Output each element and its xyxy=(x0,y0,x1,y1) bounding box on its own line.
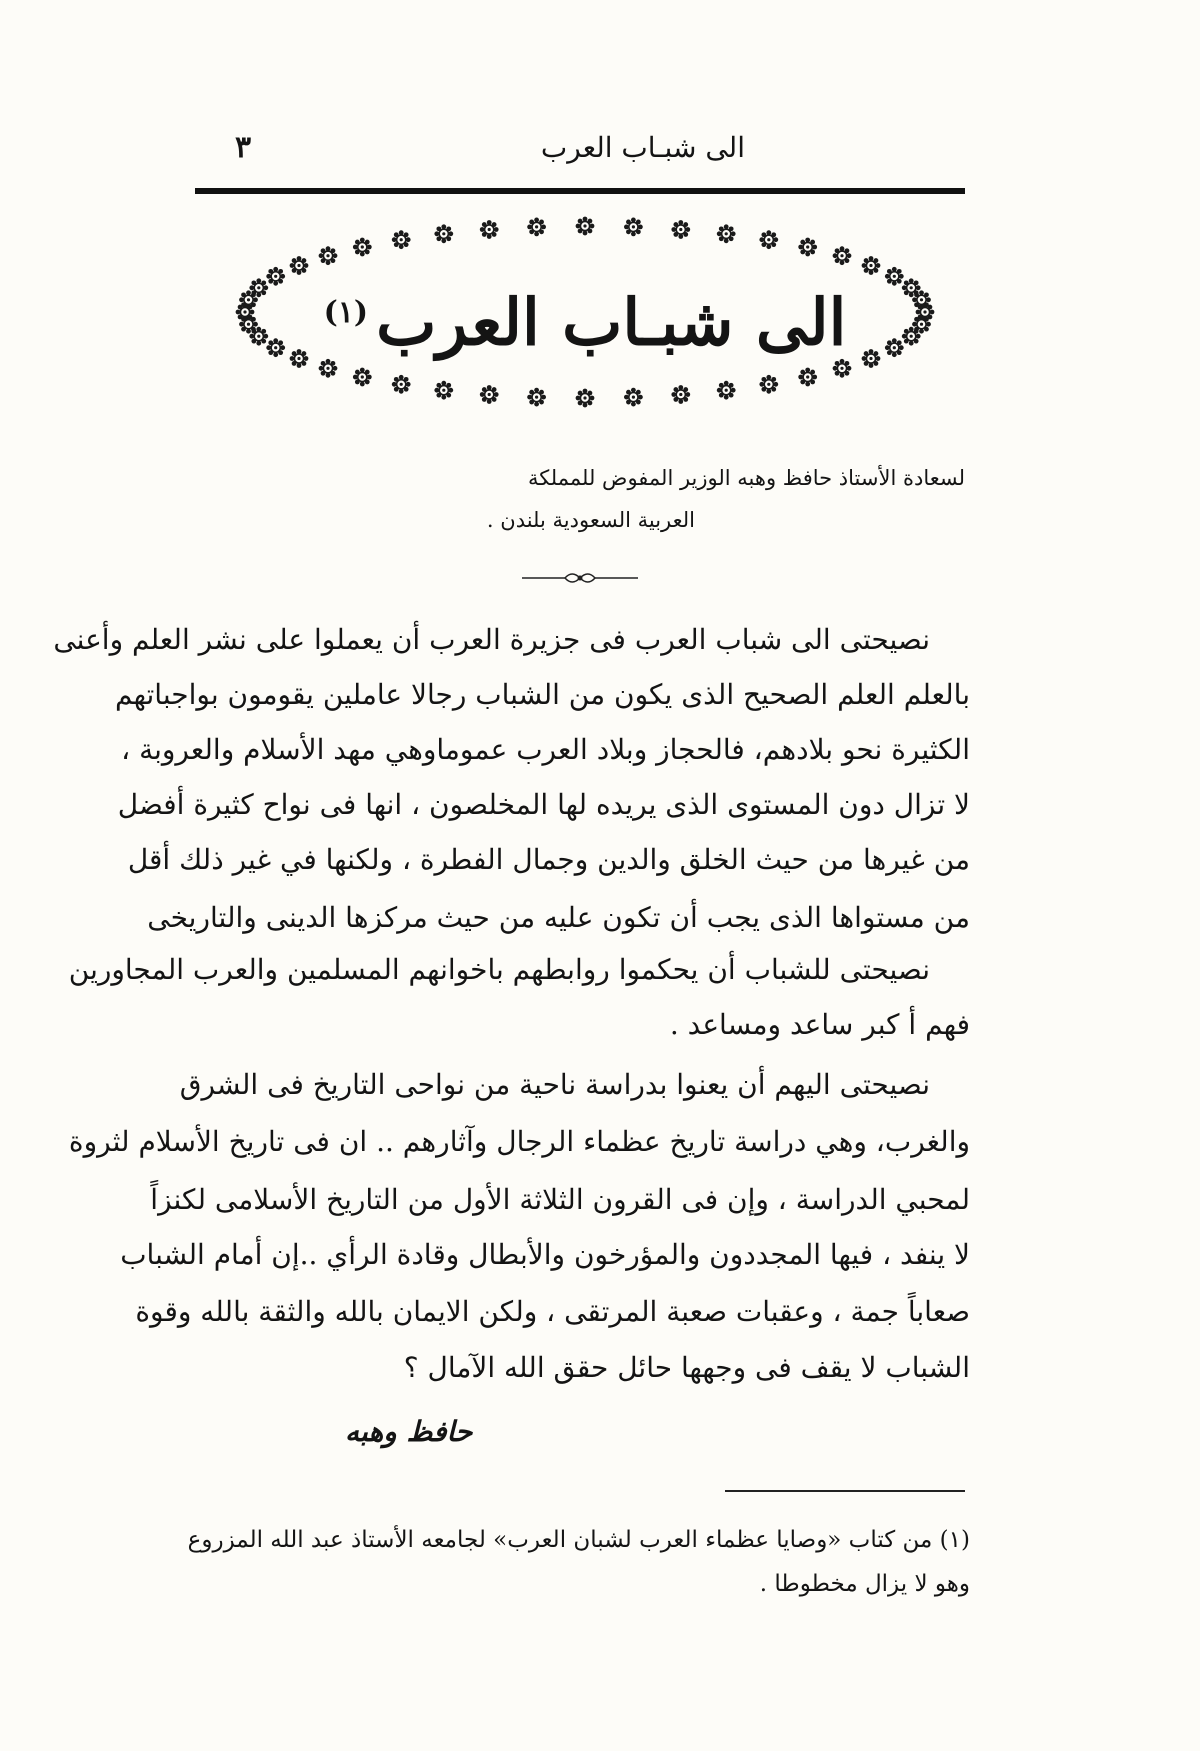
page-number: ٣ xyxy=(235,130,252,165)
running-header xyxy=(195,128,965,178)
body-line: فهم أ كبر ساعد ومساعد . xyxy=(669,1008,970,1041)
body-line: نصيحتى للشباب أن يحكموا روابطهم باخوانهم المسلمين والعرب المجاورين xyxy=(68,953,930,986)
rosette xyxy=(434,224,453,243)
rosette xyxy=(392,375,411,394)
rosette xyxy=(480,220,499,239)
footnote-line-2: وهو لا يزال مخطوطا . xyxy=(759,1571,970,1597)
body-line: لا ينفد ، فيها المجددون والمؤرخون والأبطال وقادة الرأي ..إن أمام الشباب xyxy=(120,1238,970,1271)
running-title: الى شبـاب العرب xyxy=(540,131,745,164)
rosette xyxy=(798,368,817,387)
rosette xyxy=(576,389,595,408)
rosette xyxy=(833,246,852,265)
rosette xyxy=(480,385,499,404)
footnote-line-1: (١) من كتاب «وصايا عظماء العرب لشبان العرب» لجامعه الأستاذ عبد الله المزروع xyxy=(187,1527,970,1553)
rosette xyxy=(576,217,595,236)
rosette xyxy=(624,388,643,407)
small-flourish-divider xyxy=(520,568,640,588)
rosette xyxy=(353,238,372,257)
body-line: لمحبي الدراسة ، وإن فى القرون الثلاثة الأول من التاريخ الأسلامى لكنزاً xyxy=(150,1183,970,1216)
dedication-line-1: لسعادة الأستاذ حافظ وهبه الوزير المفوض للمملكة xyxy=(527,466,965,490)
body-line: والغرب، وهي دراسة تاريخ عظماء الرجال وآثارهم .. ان فى تاريخ الأسلام لثروة xyxy=(68,1125,970,1158)
rosette xyxy=(717,224,736,243)
rosette xyxy=(759,375,778,394)
footnote-reference: (١) xyxy=(323,295,369,330)
chapter-title-text: الى شبـاب العرب xyxy=(376,285,847,361)
rosette xyxy=(671,385,690,404)
rosette xyxy=(798,238,817,257)
body-line: نصيحتى اليهم أن يعنوا بدراسة ناحية من نواحى التاريخ فى الشرق xyxy=(179,1068,930,1101)
rosette xyxy=(717,381,736,400)
rosette xyxy=(392,230,411,249)
rosette xyxy=(434,381,453,400)
signature: حافظ وهبه xyxy=(345,1415,473,1448)
ornamental-title-frame xyxy=(205,210,965,415)
rosette xyxy=(527,218,546,237)
rosette xyxy=(353,368,372,387)
rosette xyxy=(624,218,643,237)
rosette xyxy=(671,220,690,239)
body-line: من غيرها من حيث الخلق والدين وجمال الفطرة ، ولكنها في غير ذلك أقل xyxy=(127,843,970,876)
body-line: لا تزال دون المستوى الذى يريده لها المخلصون ، انها فى نواح كثيرة أفضل xyxy=(117,788,970,821)
body-line: الشباب لا يقف فى وجهها حائل حقق الله الآمال ؟ xyxy=(403,1351,970,1384)
footnote-rule xyxy=(725,1490,965,1492)
body-line: الكثيرة نحو بلادهم، فالحجاز وبلاد العرب عموماوهي مهد الأسلام والعروبة ، xyxy=(121,733,970,766)
body-line: من مستواها الذى يجب أن تكون عليه من حيث مركزها الدينى والتاريخى xyxy=(147,901,970,934)
body-line: بالعلم العلم الصحيح الذى يكون من الشباب رجالا عاملين يقومون بواجباتهم xyxy=(114,678,970,711)
header-rule xyxy=(195,188,965,194)
chapter-title xyxy=(205,268,965,368)
dedication-line-2: العربية السعودية بلندن . xyxy=(486,508,695,532)
rosette xyxy=(319,246,338,265)
body-line: نصيحتى الى شباب العرب فى جزيرة العرب أن يعملوا على نشر العلم وأعنى xyxy=(53,623,930,656)
rosette xyxy=(759,230,778,249)
rosette xyxy=(527,388,546,407)
body-line: صعاباً جمة ، وعقبات صعبة المرتقى ، ولكن الايمان بالله والثقة بالله وقوة xyxy=(135,1295,970,1328)
